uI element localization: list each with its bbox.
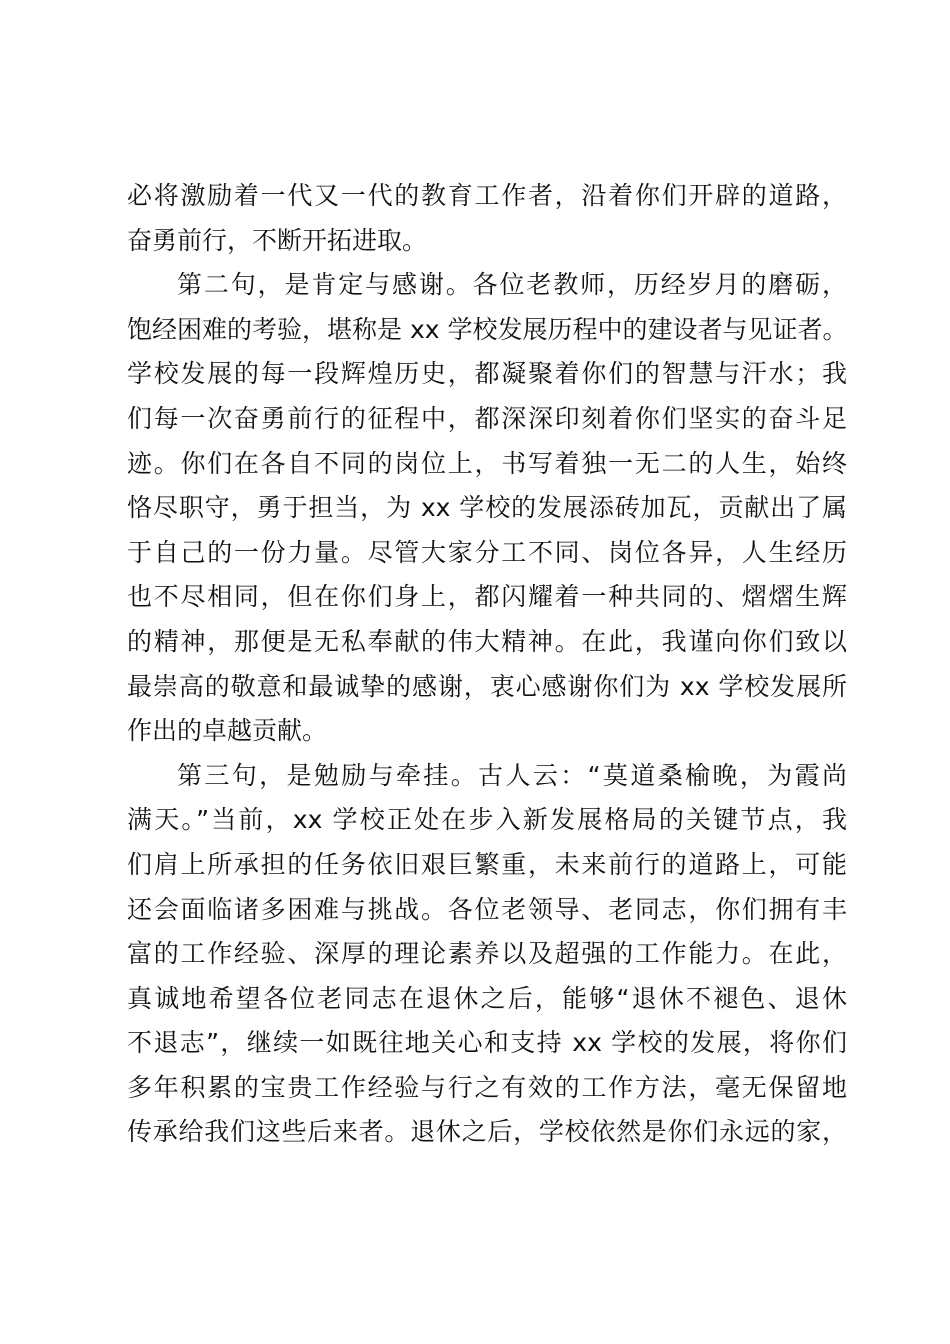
text-line: 第三句，是勉励与牵挂。古人云：“莫道桑榆晚，为霞尚: [177, 760, 847, 790]
text-line: 们每一次奋勇前行的征程中，都深深印刻着你们坚实的奋斗足: [127, 403, 847, 433]
paragraph-3: [127, 754, 847, 1155]
text-line: 多年积累的宝贵工作经验与行之有效的工作方法，毫无保留地: [127, 1072, 847, 1102]
text-line: 最崇高的敬意和最诚挚的感谢，衷心感谢你们为 xx 学校发展所: [127, 671, 847, 701]
text-line: 第二句，是肯定与感谢。各位老教师，历经岁月的磨砺，: [177, 270, 847, 300]
text-line: 不退志”，继续一如既往地关心和支持 xx 学校的发展，将你们: [127, 1028, 847, 1058]
text-line: 作出的卓越贡献。: [127, 716, 328, 746]
text-line: 的精神，那便是无私奉献的伟大精神。在此，我谨向你们致以: [127, 626, 847, 656]
text-line: 恪尽职守，勇于担当，为 xx 学校的发展添砖加瓦，贡献出了属: [127, 493, 847, 523]
body-text: [127, 174, 847, 1155]
text-line: 真诚地希望各位老同志在退休之后，能够“退休不褪色、退休: [127, 983, 847, 1013]
paragraph-1: [127, 174, 847, 263]
text-line: 奋勇前行，不断开拓进取。: [127, 225, 428, 255]
paragraph-2: [127, 263, 847, 754]
text-line: 富的工作经验、深厚的理论素养以及超强的工作能力。在此，: [127, 939, 847, 969]
text-line: 也不尽相同，但在你们身上，都闪耀着一种共同的、熠熠生辉: [127, 582, 847, 612]
text-line: 必将激励着一代又一代的教育工作者，沿着你们开辟的道路，: [127, 181, 847, 210]
text-line: 于自己的一份力量。尽管大家分工不同、岗位各异，人生经历: [127, 537, 847, 567]
text-line: 们肩上所承担的任务依旧艰巨繁重，未来前行的道路上，可能: [127, 849, 847, 879]
text-line: 还会面临诸多困难与挑战。各位老领导、老同志，你们拥有丰: [127, 894, 847, 924]
text-line: 传承给我们这些后来者。退休之后，学校依然是你们永远的家，: [127, 1117, 847, 1147]
text-line: 饱经困难的考验，堪称是 xx 学校发展历程中的建设者与见证者。: [127, 314, 847, 344]
text-line: 迹。你们在各自不同的岗位上，书写着独一无二的人生，始终: [127, 448, 847, 478]
text-line: 学校发展的每一段辉煌历史，都凝聚着你们的智慧与汗水；我: [127, 359, 847, 389]
text-line: 满天。”当前，xx 学校正处在步入新发展格局的关键节点，我: [127, 805, 847, 835]
